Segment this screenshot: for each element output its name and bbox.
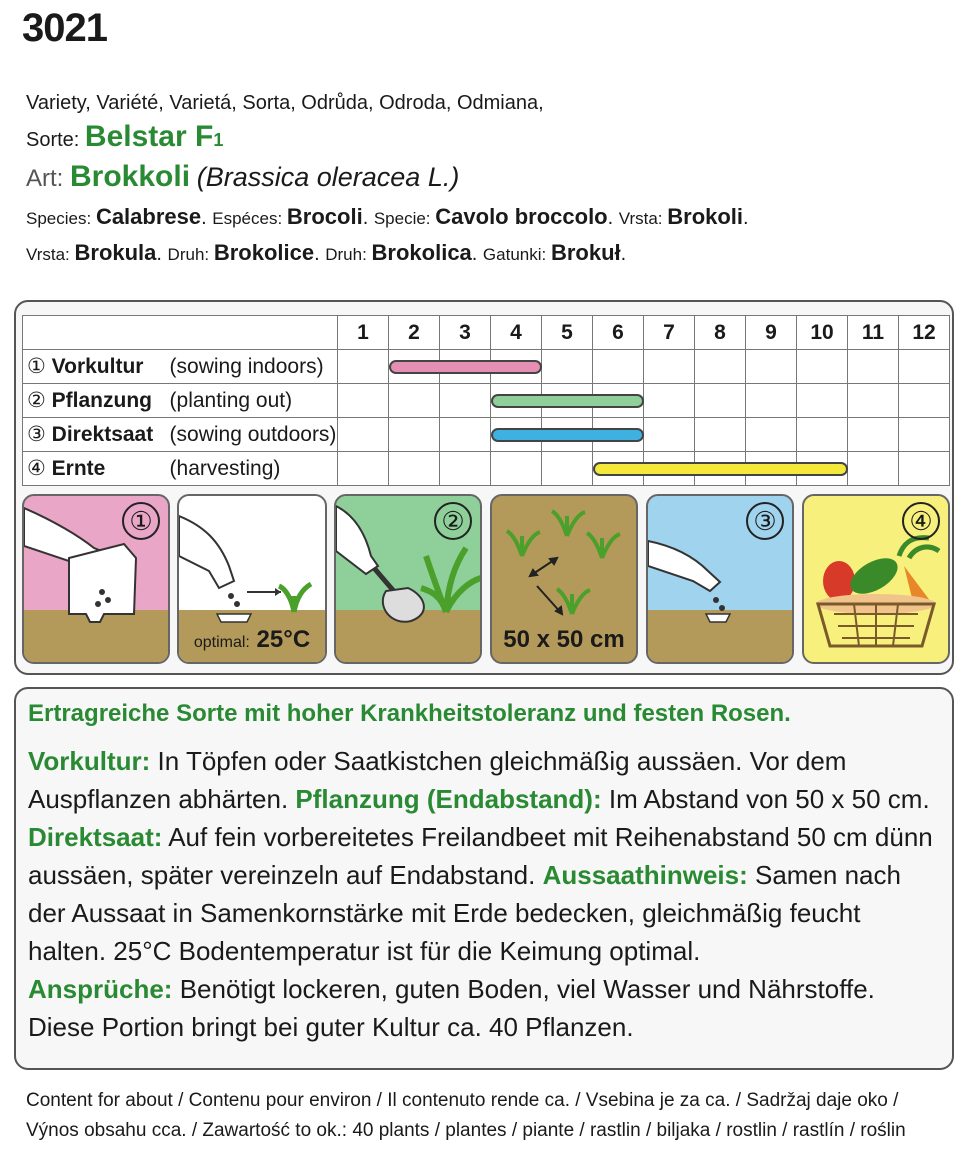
month-9: 9 [746, 316, 797, 350]
art-label: Art: [26, 165, 64, 192]
footer-line-1: Content for about / Contenu pour environ / Il contenuto rende ca. / Vsebina je za ca. / Sadržaj daje oko / [26, 1090, 899, 1111]
translation-label: Species: [26, 209, 96, 228]
month-10: 10 [797, 316, 848, 350]
pflanzung-text: Im Abstand von 50 x 50 cm. [601, 784, 930, 814]
translation-label: Vrsta: [618, 209, 668, 228]
row-name: Ernte [51, 457, 106, 480]
row-name: Vorkultur [51, 355, 144, 378]
variety-name: Belstar F [84, 120, 214, 153]
sorte-line [26, 120, 223, 154]
translation-name: Calabrese [95, 204, 202, 229]
translation-label: Druh: [167, 245, 214, 264]
translation-name: Brokolica [371, 240, 472, 265]
pflanzung-label: Pflanzung (Endabstand): [295, 784, 602, 814]
calendar-bar-pflanzung [491, 394, 644, 408]
spacing-value: 50 x 50 cm [503, 626, 625, 653]
row-desc: (planting out) [169, 389, 293, 412]
month-7: 7 [644, 316, 695, 350]
sorte-label: Sorte: [26, 129, 80, 151]
species-translations-2: Vrsta: Brokula. Druh: Brokolice. Druh: Brokolica. Gatunki: Brokuł. [26, 240, 627, 265]
step-number-1: ① [122, 502, 160, 540]
translation-label: Vrsta: [26, 245, 75, 264]
row-desc: (sowing indoors) [169, 355, 324, 378]
pictogram-germination [177, 494, 327, 664]
pictogram-spacing [490, 494, 638, 664]
month-2: 2 [389, 316, 440, 350]
month-6: 6 [593, 316, 644, 350]
variety-subscript: 1 [213, 130, 224, 150]
month-1: 1 [338, 316, 389, 350]
month-5: 5 [542, 316, 593, 350]
month-3: 3 [440, 316, 491, 350]
translation-name: Brokoli [667, 204, 744, 229]
translation-label: Druh: [325, 245, 372, 264]
translation-name: Brokuł [550, 240, 621, 265]
row-name: Pflanzung [51, 389, 152, 412]
product-code: 3021 [22, 6, 107, 50]
row-name: Direktsaat [51, 423, 154, 446]
vorkultur-label: Vorkultur: [28, 746, 151, 776]
calendar-bar-ernte [593, 462, 848, 476]
translation-name: Brokolice [213, 240, 315, 265]
row-number: ① [27, 355, 46, 378]
calendar-row-direktsaat [23, 418, 950, 452]
aussaat-label: Aussaathinweis: [542, 860, 748, 890]
month-8: 8 [695, 316, 746, 350]
calendar-corner [23, 316, 338, 350]
ansprueche-label: Ansprüche: [28, 974, 173, 1004]
translation-label: Specie: [373, 209, 436, 228]
row-number: ② [27, 389, 46, 412]
temperature-value: 25°C [256, 626, 311, 653]
row-number: ④ [27, 457, 46, 480]
art-line [26, 160, 459, 194]
calendar-row-pflanzung [23, 384, 950, 418]
translation-name: Brocoli [286, 204, 363, 229]
pictogram-planting-out [334, 494, 482, 664]
row-desc: (harvesting) [169, 457, 281, 480]
translation-label: Espéces: [212, 209, 287, 228]
month-11: 11 [848, 316, 899, 350]
calendar-bar-direktsaat [491, 428, 644, 442]
direktsaat-text: Auf fein vorbereitetes Freilandbeet mit Reihenabstand 50 cm dünn aussäen, später vereinzeln auf Endabstand. [28, 822, 933, 890]
translation-label: Gatunki: [482, 245, 551, 264]
pictogram-harvest [802, 494, 950, 664]
row-number: ③ [27, 423, 46, 446]
translation-name: Cavolo broccolo [435, 204, 608, 229]
latin-name: (Brassica oleracea L.) [196, 162, 460, 192]
species-translations-1: Species: Calabrese. Espéces: Brocoli. Specie: Cavolo broccolo. Vrsta: Brokoli. [26, 204, 749, 229]
translation-name: Brokula [74, 240, 157, 265]
aussaat-text: Samen nach der Aussaat in Samenkornstärke mit Erde bedecken, gleichmäßig feucht halten. 25°C Bodentemperatur ist für die Keimung optimal. [28, 860, 901, 966]
optimal-temperature [179, 626, 325, 654]
step-number-2: ② [434, 502, 472, 540]
pictogram-sowing-outdoors [646, 494, 794, 664]
optimal-label: optimal: [193, 634, 250, 651]
description-headline: Ertragreiche Sorte mit hoher Krankheitstoleranz und festen Rosen. [28, 700, 791, 727]
month-4: 4 [491, 316, 542, 350]
calendar-bar-vorkultur [389, 360, 542, 374]
vorkultur-text: In Töpfen oder Saatkistchen gleichmäßig aussäen. Vor dem Auspflanzen abhärten. [28, 746, 847, 814]
step-number-3: ③ [746, 502, 784, 540]
description-text [28, 742, 938, 1046]
calendar-header-row [23, 316, 950, 350]
sowing-calendar [22, 315, 950, 486]
species-name: Brokkoli [70, 160, 191, 193]
month-12: 12 [899, 316, 950, 350]
footer-line-2: Výnos obsahu cca. / Zawartość to ok.: 40 plants / plantes / piante / rastlin / biljaka / rostlin / rastlín / roślin [26, 1120, 906, 1141]
variety-line: Variety, Variété, Varietá, Sorta, Odrůda, Odroda, Odmiana, [26, 92, 544, 114]
row-desc: (sowing outdoors) [169, 423, 337, 446]
ansprueche-text: Benötigt lockeren, guten Boden, viel Wasser und Nährstoffe. Diese Portion bringt bei guter Kultur ca. 40 Pflanzen. [28, 974, 875, 1042]
step-number-4: ④ [902, 502, 940, 540]
direktsaat-label: Direktsaat: [28, 822, 163, 852]
pictogram-sowing-indoors [22, 494, 170, 664]
